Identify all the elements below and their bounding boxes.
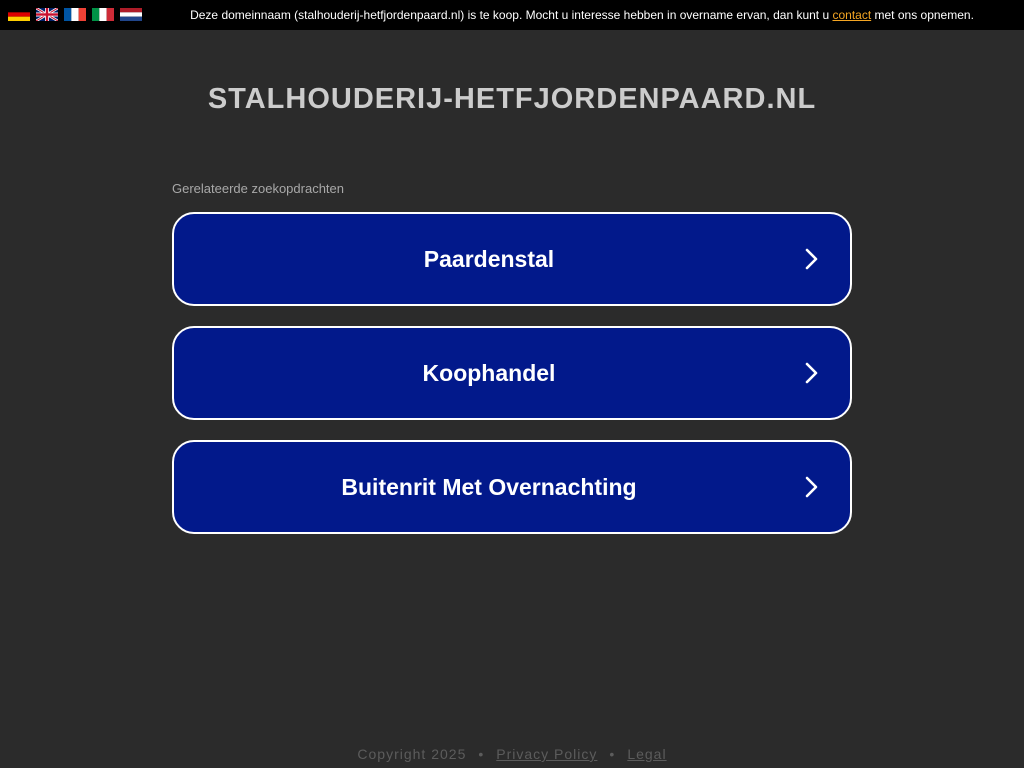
sale-notice-text: Deze domeinnaam (stalhouderij-hetfjordenpaard.nl) is te koop. Mocht u interesse hebben in overname ervan, dan kunt u [190,8,833,22]
footer-separator: • [609,746,616,762]
french-flag-icon[interactable] [64,8,86,21]
footer [0,745,1024,763]
sale-notice-text-end: met ons opnemen. [871,8,974,22]
privacy-policy-link[interactable]: Privacy Policy [496,746,598,762]
top-notice-bar [0,0,1024,30]
legal-link[interactable]: Legal [627,746,667,762]
dutch-flag-icon[interactable] [120,8,142,21]
italian-flag-icon[interactable] [92,8,114,21]
related-search-button[interactable] [172,212,852,306]
sale-notice [140,8,1024,22]
uk-flag-icon[interactable] [36,8,58,21]
related-search-label: Paardenstal [423,246,555,272]
chevron-right-icon [800,476,822,498]
german-flag-icon[interactable] [8,8,30,21]
footer-separator: • [478,746,485,762]
copyright-text: Copyright 2025 [357,746,467,762]
related-search-label: Buitenrit Met Overnachting [341,474,637,500]
related-searches-list [172,212,852,554]
language-flags [8,8,142,21]
domain-title: STALHOUDERIJ-HETFJORDENPAARD.NL [207,83,817,115]
related-search-button[interactable] [172,326,852,420]
related-search-label: Koophandel [422,360,556,386]
chevron-right-icon [800,248,822,270]
chevron-right-icon [800,362,822,384]
related-search-button[interactable] [172,440,852,534]
contact-link[interactable]: contact [832,8,872,22]
related-searches-label: Gerelateerde zoekopdrachten [172,181,345,196]
